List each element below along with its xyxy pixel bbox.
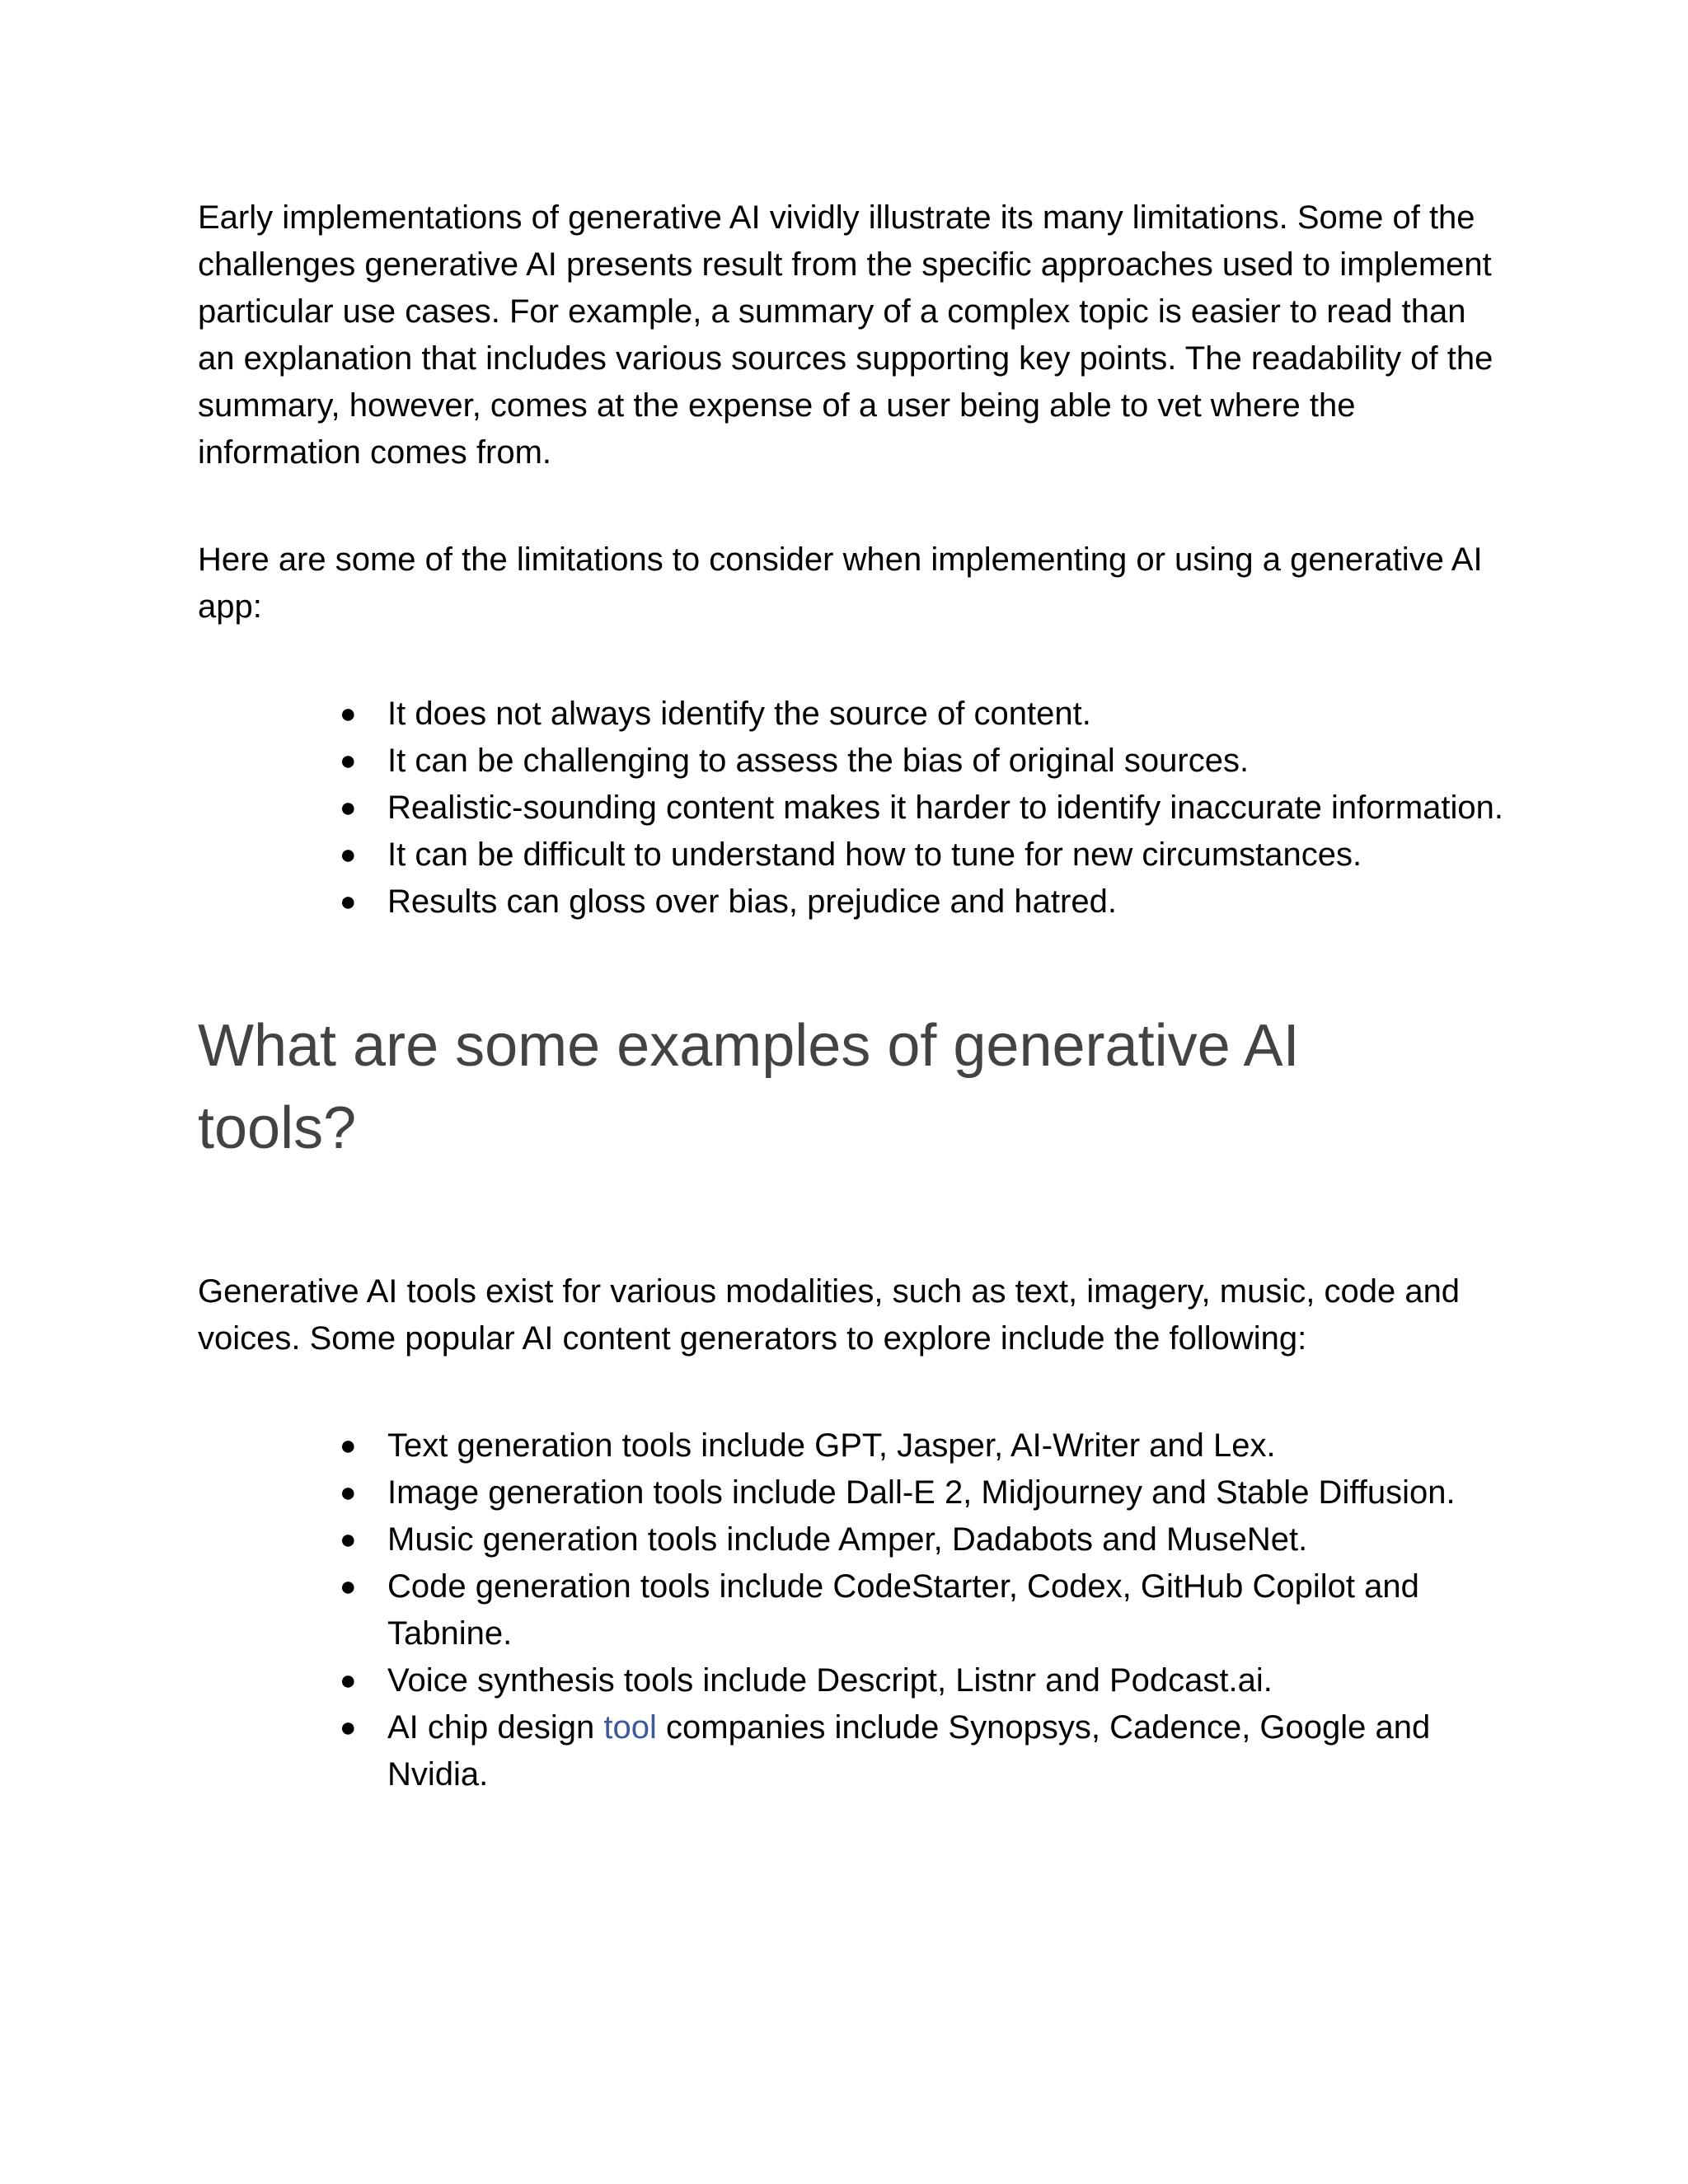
bullet-icon: ●	[340, 1665, 357, 1696]
list-item	[340, 1516, 1508, 1563]
list-item-text: Voice synthesis tools include Descript, Listnr and Podcast.ai.	[387, 1662, 1273, 1699]
list-item-text: Text generation tools include GPT, Jasper, AI-Writer and Lex.	[387, 1427, 1276, 1464]
list-item-text: Image generation tools include Dall-E 2, Midjourney and Stable Diffusion.	[387, 1474, 1456, 1511]
section-heading: What are some examples of generative AI tools?	[198, 1013, 1300, 1161]
bullet-icon: ●	[340, 839, 357, 870]
tool-link[interactable]: tool	[603, 1709, 657, 1746]
tools-list	[198, 1422, 1517, 1798]
list-item-text: Code generation tools include CodeStarter, Codex, GitHub Copilot and Tabnine.	[387, 1568, 1419, 1652]
list-item-text: Realistic-sounding content makes it harder to identify inaccurate information.	[387, 790, 1504, 826]
list-item	[340, 785, 1508, 832]
bullet-icon: ●	[340, 886, 357, 917]
document-page	[198, 194, 1517, 1798]
bullet-icon: ●	[340, 1712, 357, 1743]
list-item	[340, 879, 1508, 926]
bullet-icon: ●	[340, 698, 357, 729]
list-item	[340, 1657, 1508, 1704]
list-item-text: It does not always identify the source of content.	[387, 696, 1091, 732]
list-item	[340, 691, 1508, 738]
bullet-icon: ●	[340, 1477, 357, 1508]
tools-intro: Generative AI tools exist for various modalities, such as text, imagery, music, code and voices. Some popular AI content generators to explore include the following:	[198, 1273, 1461, 1357]
bullet-icon: ●	[340, 1430, 357, 1461]
list-item-text-after: companies include Synopsys, Cadence, Google and Nvidia.	[387, 1709, 1431, 1793]
list-item-text: Results can gloss over bias, prejudice and hatred.	[387, 883, 1117, 920]
list-item	[340, 1563, 1508, 1657]
list-item-text: Music generation tools include Amper, Dadabots and MuseNet.	[387, 1521, 1308, 1558]
limitations-list	[198, 691, 1517, 926]
list-item	[340, 738, 1508, 785]
list-item	[340, 1704, 1508, 1798]
list-item-text: It can be difficult to understand how to tune for new circumstances.	[387, 837, 1362, 873]
intro-paragraph: Early implementations of generative AI vividly illustrate its many limitations. Some of the challenges generative AI presents result from the specific approaches used to implement particular use cases. For example, a summary of a complex topic is easier to read than an explanation that includes various sources supporting key points. The readability of the summary, however, comes at the expense of a user being able to vet where the information comes from.	[198, 199, 1493, 471]
bullet-icon: ●	[340, 1524, 357, 1555]
bullet-icon: ●	[340, 792, 357, 823]
list-item	[340, 832, 1508, 879]
list-item-text: It can be challenging to assess the bias of original sources.	[387, 743, 1250, 779]
list-item-text-before: AI chip design	[387, 1709, 604, 1746]
list-item	[340, 1422, 1508, 1469]
limitations-intro: Here are some of the limitations to consider when implementing or using a generative AI app:	[198, 541, 1483, 625]
list-item	[340, 1469, 1508, 1516]
bullet-icon: ●	[340, 1571, 357, 1602]
bullet-icon: ●	[340, 745, 357, 776]
